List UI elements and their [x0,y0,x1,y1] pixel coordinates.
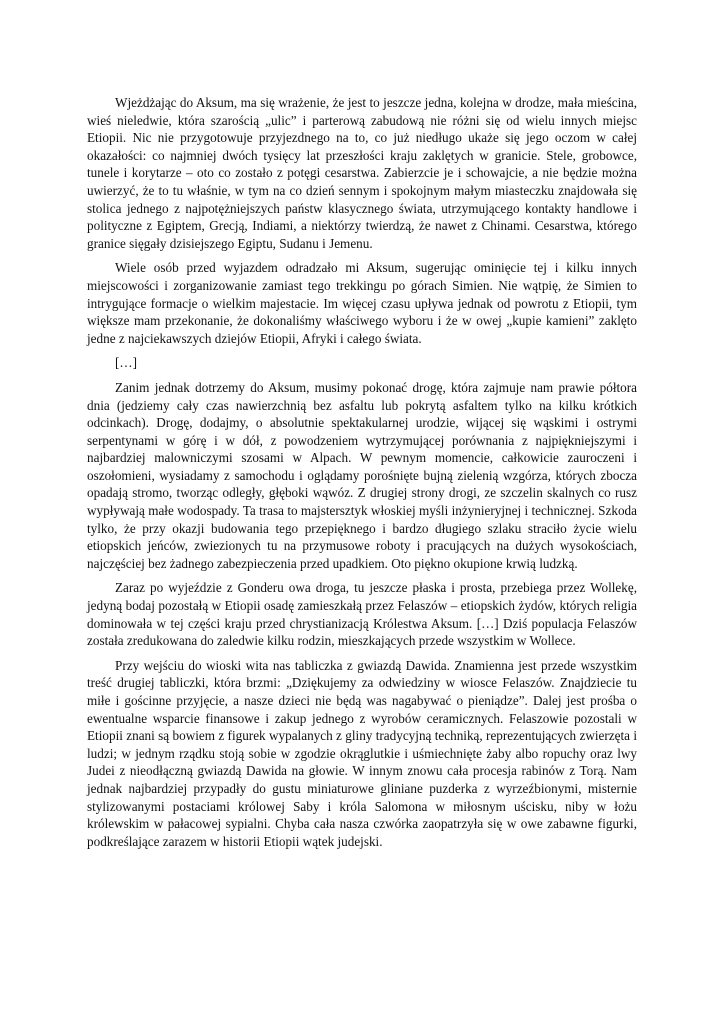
paragraph-road-to-aksum: Zanim jednak dotrzemy do Aksum, musimy pokonać drogę, która zajmuje nam prawie półtora dnia (jedziemy cały czas nawierzchnią bez asfaltu lub pokrytą asfaltem tylko na kilku krótkich odcinkach). Drogę, dodajmy, o absolutnie spektakularnej urodzie, wijącej się wąskimi i ostrymi serpentynami w górę i w dół, z powodzeniem wytrzymującej porównania z najpiękniejszymi i najbardziej malowniczymi szosami w Alpach. W pewnym momencie, całkowicie zauroczeni i oszołomieni, wysiadamy z samochodu i oglądamy porośnięte bujną zielenią wzgórza, których zbocza opadają stromo, tworząc odległy, głęboki wąwóz. Z drugiej strony drogi, ze szczelin skalnych co rusz wypływają małe wodospady. Ta trasa to majstersztyk włoskiej myśli inżynieryjnej i technicznej. Szkoda tylko, że przy okazji budowania tego przepięknego i bardzo długiego szlaku straciło życie wielu etiopskich jeńców, zwiezionych tu na przymusowe roboty i pracujących na dużych wysokościach, najczęściej bez żadnego zabezpieczenia przed upadkiem. Oto piękno okupione krwią ludzką. [87,379,637,571]
paragraph-omission-marker: […] [115,355,137,371]
paragraph-aksum-arrival: Wjeżdżając do Aksum, ma się wrażenie, że jest to jeszcze jedna, kolejna w drodze, mała mieścina, wieś nieledwie, która szarością „ulic” i parterową zabudową nie różni się od wielu innych miejsc Etiopii. Nic nie przygotowuje przyjezdnego na to, co już niedługo ukaże się jego oczom w całej okazałości: co najmniej dwóch tysięcy lat przeszłości kraju zaklętych w granicie. Stele, grobowce, tunele i korytarze – oto co zostało z potęgi cesarstwa. Zabierzcie je i schowajcie, a nie będzie można uwierzyć, że to tu właśnie, w tym na co dzień sennym i spokojnym małym miasteczku znajdowała się stolica jednego z najpotężniejszych państw klasycznego świata, utrzymującego kontakty handlowe i polityczne z Egiptem, Grecją, Indiami, a niektórzy twierdzą, że nawet z Chinami. Cesarstwa, którego granice sięgały dzisiejszego Egiptu, Sudanu i Jemenu. [87,95,637,251]
paragraph-simien-choice: Wiele osób przed wyjazdem odradzało mi Aksum, sugerując ominięcie tej i kilku innych miejscowości i zorganizowanie zamiast tego trekkingu po górach Simien. Nie wątpię, że Simien to intrygujące formacje o wielkim majestacie. Im więcej czasu upływa jednak od powrotu z Etiopii, tym większe mam przekonanie, że dokonaliśmy właściwego wyboru i że w owej „kupie kamieni” zaklęto jedne z najciekawszych dziejów Etiopii, Afryki i całego świata. [87,260,637,346]
document-page [87,94,637,857]
paragraph-village-entrance: Przy wejściu do wioski wita nas tabliczka z gwiazdą Dawida. Znamienna jest przede wszystkim treść drugiej tabliczki, która brzmi: „Dziękujemy za odwiedziny w wiosce Felaszów. Znajdziecie tu miłe i gościnne przyjęcie, a nasze dzieci nie będą was nagabywać o pieniądze”. Dalej jest prośba o ewentualne wsparcie finansowe i zakup jednego z wyrobów ceramicznych. Felaszowie pozostali w Etiopii znani są bowiem z figurek wypalanych z gliny tradycyjną techniką, reprezentujących zwierzęta i ludzi; w jednym rządku stoją sobie w zgodzie okrąglutkie i uśmiechnięte żaby albo ropuchy oraz lwy Judei z nieodłączną gwiazdą Dawida na głowie. W innym znowu cała procesja rabinów z Torą. Nam jednak najbardziej przypadły do gustu miniaturowe gliniane puzderka z wyrzeźbionymi, misternie stylizowanymi postaciami królowej Saby i króla Salomona w miłosnym uścisku, niby w łożu królewskim w pałacowej sypialni. Chyba cała nasza czwórka zaopatrzyła się w owe zabawne figurki, podkreślające zarazem w historii Etiopii wątek judejski. [87,657,637,849]
paragraph-wolleka-felashas: Zaraz po wyjeździe z Gonderu owa droga, tu jeszcze płaska i prosta, przebiega przez Wollekę, jedyną bodaj pozostałą w Etiopii osadę zamieszkałą przez Felaszów – etiopskich żydów, których religia dominowała w tej części kraju przed chrystianizacją Królestwa Aksum. […] Dziś populacja Felaszów została zredukowana do zaledwie kilku rodzin, mieszkających przede wszystkim w Wollece. [87,580,637,649]
